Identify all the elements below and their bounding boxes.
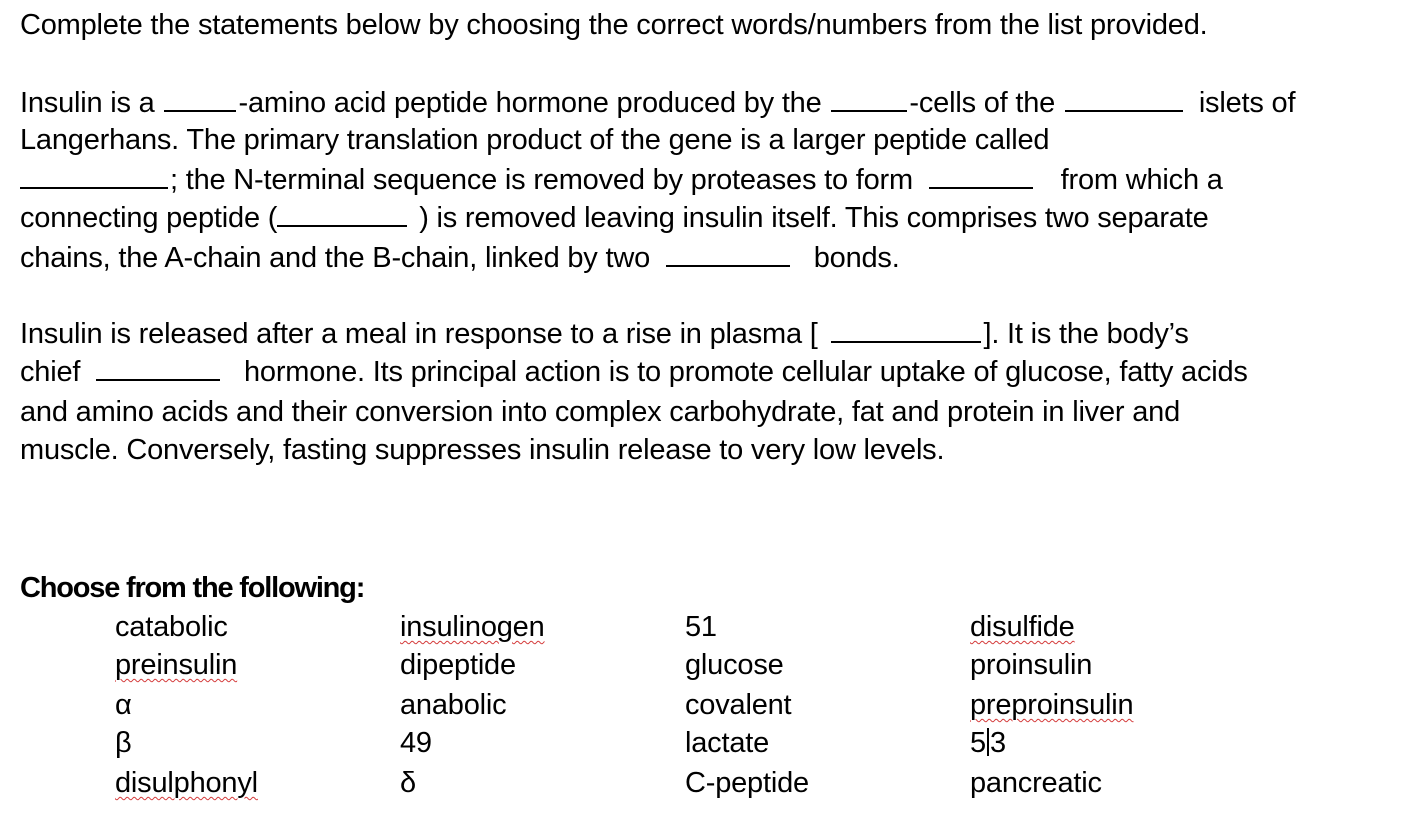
paragraph2-line4: muscle. Conversely, fasting suppresses insulin release to very low levels. <box>20 434 945 466</box>
choice-c-peptide: C-peptide <box>685 767 809 799</box>
text-cursor <box>987 728 989 756</box>
choice-covalent: covalent <box>685 689 792 721</box>
choice-pancreatic: pancreatic <box>970 767 1102 799</box>
choice-53-tens: 5 <box>970 727 986 759</box>
choice-disulphonyl: disulphonyl <box>115 767 258 799</box>
paragraph1-line4: connecting peptide ( ) is removed leaving insulin itself. This comprises two separate <box>20 202 1209 234</box>
choice-proinsulin: proinsulin <box>970 649 1093 681</box>
choice-catabolic: catabolic <box>115 611 228 643</box>
paragraph1-line5: chains, the A-chain and the B-chain, linked by two bonds. <box>20 242 900 274</box>
choice-anabolic: anabolic <box>400 689 507 721</box>
choice-dipeptide: dipeptide <box>400 649 516 681</box>
blank-primary-product[interactable] <box>20 187 168 189</box>
blank-amino-count[interactable] <box>164 110 236 112</box>
paragraph1-line1: Insulin is a -amino acid peptide hormone produced by the -cells of the islets of <box>20 87 1296 119</box>
paragraph2-line2: chief hormone. Its principal action is to promote cellular uptake of glucose, fatty acids <box>20 356 1248 388</box>
choice-preinsulin: preinsulin <box>115 649 238 681</box>
blank-bond-type[interactable] <box>666 265 790 267</box>
choice-51: 51 <box>685 611 717 643</box>
choice-49: 49 <box>400 727 432 759</box>
paragraph2-line1: Insulin is released after a meal in response to a rise in plasma [ ]. It is the body’s <box>20 318 1189 350</box>
choice-delta: δ <box>400 767 416 799</box>
paragraph1-line3: ; the N-terminal sequence is removed by proteases to form from which a <box>20 162 1223 198</box>
choice-alpha: α <box>115 689 132 721</box>
choice-disulfide: disulfide <box>970 611 1075 643</box>
paragraph2-line3: and amino acids and their conversion into complex carbohydrate, fat and protein in liver and <box>20 396 1181 428</box>
blank-cell-type[interactable] <box>831 110 907 112</box>
blank-islets-adjective[interactable] <box>1065 110 1183 112</box>
choices-heading: Choose from the following: <box>20 572 365 604</box>
blank-connecting-peptide[interactable] <box>277 225 407 227</box>
choice-preproinsulin: preproinsulin <box>970 689 1134 721</box>
choice-53-units: 3 <box>989 727 1006 759</box>
blank-intermediate-form[interactable] <box>929 187 1033 189</box>
blank-hormone-type[interactable] <box>96 379 220 381</box>
choice-insulinogen: insulinogen <box>400 611 545 643</box>
paragraph1-line2: Langerhans. The primary translation product of the gene is a larger peptide called <box>20 124 1050 156</box>
blank-plasma-substance[interactable] <box>831 341 981 343</box>
choice-glucose: glucose <box>685 649 784 681</box>
choice-53[interactable] <box>970 725 1006 761</box>
choice-beta: β <box>115 727 132 759</box>
choice-lactate: lactate <box>685 727 770 759</box>
instruction-text: Complete the statements below by choosing the correct words/numbers from the list provided. <box>20 9 1208 41</box>
